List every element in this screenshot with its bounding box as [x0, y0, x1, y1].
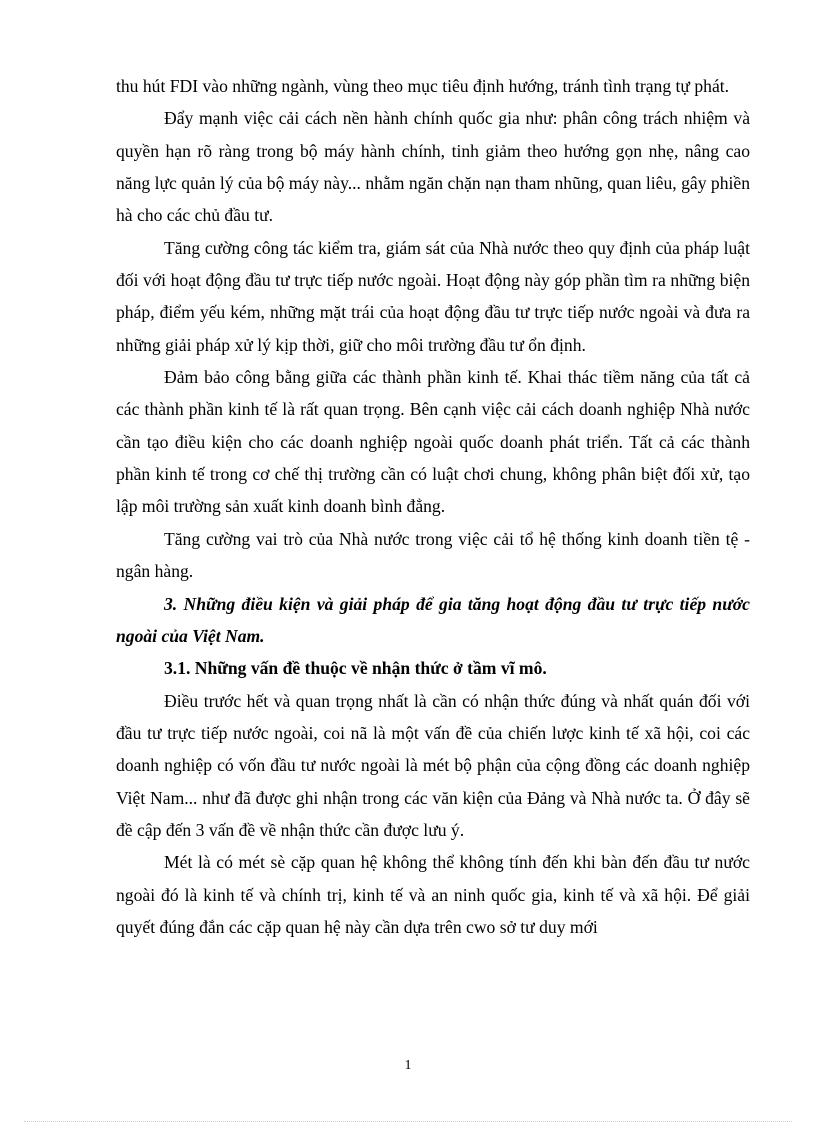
paragraph-relations: Mét là có mét sè cặp quan hệ không thể không tính đến khi bàn đến đầu tư nước ngoài đó là kinh tế và chính trị, kinh tế và an ninh quốc gia, kinh tế và xã hội. Để giải quyết đúng đắn các cặp quan hệ này cần dựa trên cwo sở tư duy mới — [116, 852, 750, 937]
subsection-heading-3-1: 3.1. Những vấn đề thuộc về nhận thức ở tầm vĩ mô. — [164, 658, 547, 679]
paragraph-awareness: Điều trước hết và quan trọng nhất là cần có nhận thức đúng và nhất quán đối với đầu tư trực tiếp nước ngoài, coi nã là một vấn đề của chiến lược kinh tế xã hội, coi các doanh nghiệp có vốn đầu tư nước ngoài là mét bộ phận của cộng đồng các doanh nghiệp Việt Nam... như đã được ghi nhận trong các văn kiện của Đảng và Nhà nước ta. Ở đây sẽ đề cập đến 3 vấn đề về nhận thức cần được lưu ý. — [116, 690, 750, 840]
section-heading-3: 3. Những điều kiện và giải pháp để gia tăng hoạt động đầu tư trực tiếp nước ngoài của Việt Nam. — [116, 593, 750, 646]
paragraph-fdi-continuation: thu hút FDI vào những ngành, vùng theo mục tiêu định hướng, tránh tình trạng tự phát. — [116, 76, 730, 96]
paragraph-fairness: Đảm bảo công bằng giữa các thành phần kinh tế. Khai thác tiềm năng của tất cả các thành phần kinh tế là rất quan trọng. Bên cạnh việc cải cách doanh nghiệp Nhà nước cần tạo điều kiện cho các doanh nghiệp ngoài quốc doanh phát triển. Tất cả các thành phần kinh tế trong cơ chế thị trường cần có luật chơi chung, không phân biệt đối xử, tạo lập môi trường sản xuất kinh doanh bình đẳng. — [116, 367, 750, 517]
page-edge-divider — [24, 1121, 792, 1122]
page-number: 1 — [404, 1058, 412, 1073]
paragraph-admin-reform: Đẩy mạnh việc cải cách nền hành chính quốc gia như: phân công trách nhiệm và quyền hạn rõ ràng trong bộ máy hành chính, tinh giảm theo hướng gọn nhẹ, nâng cao năng lực quản lý của bộ máy này... nhằm ngăn chặn nạn tham nhũng, quan liêu, gây phiền hà cho các chủ đầu tư. — [116, 108, 750, 226]
page-body — [116, 70, 750, 943]
paragraph-banking-role: Tăng cường vai trò của Nhà nước trong việc cải tổ hệ thống kinh doanh tiền tệ - ngân hàng. — [116, 528, 750, 582]
paragraph-inspection: Tăng cường công tác kiểm tra, giám sát của Nhà nước theo quy định của pháp luật đối với hoạt động đầu tư trực tiếp nước ngoài. Hoạt động này góp phần tìm ra những biện pháp, điểm yếu kém, những mặt trái của hoạt động đầu tư trực tiếp nước ngoài và đưa ra những giải pháp xử lý kịp thời, giữ cho môi trường đầu tư ổn định. — [116, 237, 750, 355]
